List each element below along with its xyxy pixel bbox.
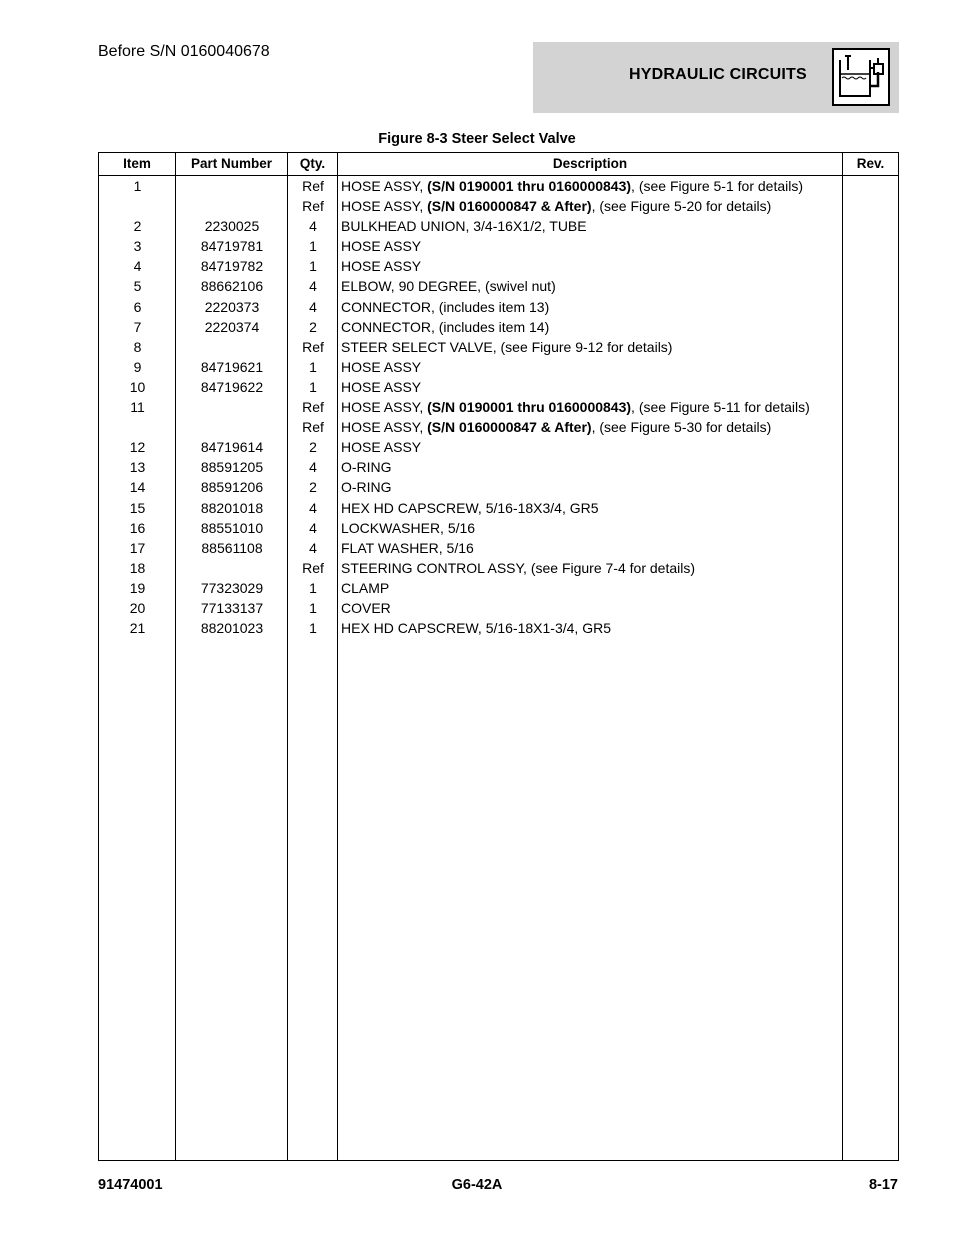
table-row [99,197,898,217]
qty-cell: 2 [309,439,317,456]
description-text: HOSE ASSY [341,358,422,375]
qty-cell: 1 [309,599,317,616]
description-cell [341,237,421,255]
description-cell [341,519,475,537]
part-number-cell: 2230025 [204,218,260,235]
section-banner [533,42,899,113]
description-text: HOSE ASSY, [341,419,428,436]
description-cell [341,418,771,436]
column-header-part-number: Part Number [190,156,273,171]
description-text: HEX HD CAPSCREW, 5/16-18X3/4, GR5 [341,499,599,516]
qty-cell: 1 [309,358,317,375]
part-number-cell: 88662106 [200,278,264,295]
part-number-cell: 84719621 [200,358,264,375]
description-text: FLAT WASHER, 5/16 [341,539,474,556]
column-header-description: Description [552,156,628,171]
table-row [99,338,898,358]
footer-page-number: 8-17 [868,1177,898,1193]
description-cell [341,318,549,336]
part-number-cell: 77323029 [200,579,264,596]
description-cell [341,177,803,195]
part-number-cell: 84719781 [200,238,264,255]
qty-cell: Ref [302,198,324,215]
description-text: HOSE ASSY, [341,198,428,215]
description-text: HOSE ASSY, [341,178,428,194]
item-cell: 5 [133,278,142,295]
part-number-cell: 84719622 [200,378,264,395]
description-text: BULKHEAD UNION, 3/4-16X1/2, TUBE [341,218,587,235]
table-row [99,298,898,318]
item-cell: 6 [133,298,142,315]
column-header-qty: Qty. [299,156,326,171]
parts-table [98,152,899,1161]
table-row [99,438,898,458]
qty-cell: 1 [309,378,317,395]
part-number-cell: 84719782 [200,258,264,275]
part-number-cell: 2220373 [204,298,260,315]
table-row [99,559,898,579]
description-cell [341,599,391,617]
description-reference: , (see Figure 5-1 for details) [631,178,804,194]
table-row [99,619,898,639]
footer-document-number: 91474001 [98,1177,163,1193]
description-cell [341,217,587,235]
table-row [99,277,898,297]
table-row [99,217,898,237]
description-cell [341,358,421,376]
part-number-cell: 88591206 [200,479,264,496]
description-cell [341,378,421,396]
description-serial-range: (S/N 0160000847 & After) [427,198,592,215]
column-header-item: Item [123,156,151,171]
qty-cell: 4 [309,278,317,295]
part-number-cell: 84719614 [200,439,264,456]
qty-cell: 4 [309,499,317,516]
description-text: HOSE ASSY [341,238,422,255]
qty-cell: 1 [309,620,317,637]
item-cell: 3 [133,238,142,255]
item-cell: 1 [133,178,142,194]
description-text: CONNECTOR, (includes item 13) [341,298,550,315]
description-cell [341,478,392,496]
qty-cell: Ref [302,338,324,355]
qty-cell: 1 [309,238,317,255]
qty-cell: 4 [309,459,317,476]
description-cell [341,499,599,517]
item-cell: 15 [129,499,146,516]
item-cell: 2 [133,218,142,235]
part-number-cell: 88591205 [200,459,264,476]
table-row [99,579,898,599]
qty-cell: 4 [309,218,317,235]
part-number-cell: 2220374 [204,318,260,335]
table-row [99,378,898,398]
description-serial-range: (S/N 0190001 thru 0160000843) [427,178,632,194]
table-row [99,599,898,619]
table-row [99,458,898,478]
description-cell [341,579,389,597]
description-text: STEER SELECT VALVE, (see Figure 9-12 for details) [341,338,673,355]
description-text: O-RING [341,459,392,476]
table-row [99,519,898,539]
item-cell: 20 [129,599,146,616]
description-text: HOSE ASSY, [341,399,428,416]
qty-cell: 4 [309,298,317,315]
qty-cell: 1 [309,579,317,596]
item-cell: 8 [133,338,142,355]
part-number-cell: 88201023 [200,620,264,637]
qty-cell: 1 [309,258,317,275]
description-cell [341,539,474,557]
section-title: HYDRAULIC CIRCUITS [629,66,807,83]
part-number-cell: 88561108 [201,539,263,556]
table-row [99,539,898,559]
description-cell [341,619,611,637]
qty-cell: Ref [302,559,324,576]
part-number-cell: 88551010 [200,519,264,536]
table-body [99,177,898,639]
description-text: HOSE ASSY [341,378,422,395]
serial-number-note: Before S/N 0160040678 [98,43,270,60]
table-row [99,237,898,257]
item-cell: 9 [133,358,142,375]
table-row [99,418,898,438]
description-text: CLAMP [341,579,390,596]
description-cell [341,398,810,416]
description-text: LOCKWASHER, 5/16 [341,519,476,536]
table-row [99,177,898,197]
description-serial-range: (S/N 0160000847 & After) [427,419,592,436]
item-cell: 10 [129,378,146,395]
description-cell [341,438,421,456]
description-cell [341,338,672,356]
part-number-cell: 88201018 [200,499,264,516]
qty-cell: 2 [309,318,317,335]
description-cell [341,559,695,577]
description-text: HEX HD CAPSCREW, 5/16-18X1-3/4, GR5 [341,620,611,637]
table-row [99,358,898,378]
table-row [99,398,898,418]
description-cell [341,277,556,295]
item-cell: 18 [129,559,146,576]
description-serial-range: (S/N 0190001 thru 0160000843) [427,399,632,416]
item-cell: 19 [129,579,146,596]
footer-model: G6-42A [451,1177,503,1193]
item-cell: 13 [129,459,146,476]
item-cell: 21 [129,620,146,637]
description-cell [341,197,771,215]
description-cell [341,257,421,275]
item-cell: 12 [129,439,146,456]
table-row [99,257,898,277]
qty-cell: Ref [302,399,324,416]
hydraulic-reservoir-icon [832,48,890,106]
description-reference: , (see Figure 5-30 for details) [591,419,772,436]
qty-cell: 4 [309,519,317,536]
description-cell [341,298,549,316]
header-divider [99,175,898,176]
description-text: O-RING [341,479,392,496]
item-cell: 4 [133,258,142,275]
description-text: STEERING CONTROL ASSY, (see Figure 7-4 for details) [341,559,696,576]
part-number-cell: 77133137 [200,599,264,616]
qty-cell: Ref [302,178,324,194]
description-text: CONNECTOR, (includes item 14) [341,318,550,335]
description-cell [341,458,392,476]
column-header-rev: Rev. [856,156,885,171]
description-reference: , (see Figure 5-20 for details) [591,198,772,215]
description-text: ELBOW, 90 DEGREE, (swivel nut) [341,278,556,295]
table-row [99,318,898,338]
item-cell: 7 [133,318,142,335]
description-text: HOSE ASSY [341,258,422,275]
description-text: HOSE ASSY [341,439,422,456]
item-cell: 14 [129,479,146,496]
description-reference: , (see Figure 5-11 for details) [631,399,810,416]
item-cell: 17 [129,539,146,556]
item-cell: 16 [129,519,146,536]
qty-cell: 4 [309,539,317,556]
qty-cell: Ref [302,419,324,436]
qty-cell: 2 [309,479,317,496]
figure-title: Figure 8-3 Steer Select Valve [378,131,576,147]
item-cell: 11 [130,399,145,416]
table-row [99,499,898,519]
table-row [99,478,898,498]
description-text: COVER [341,599,391,616]
